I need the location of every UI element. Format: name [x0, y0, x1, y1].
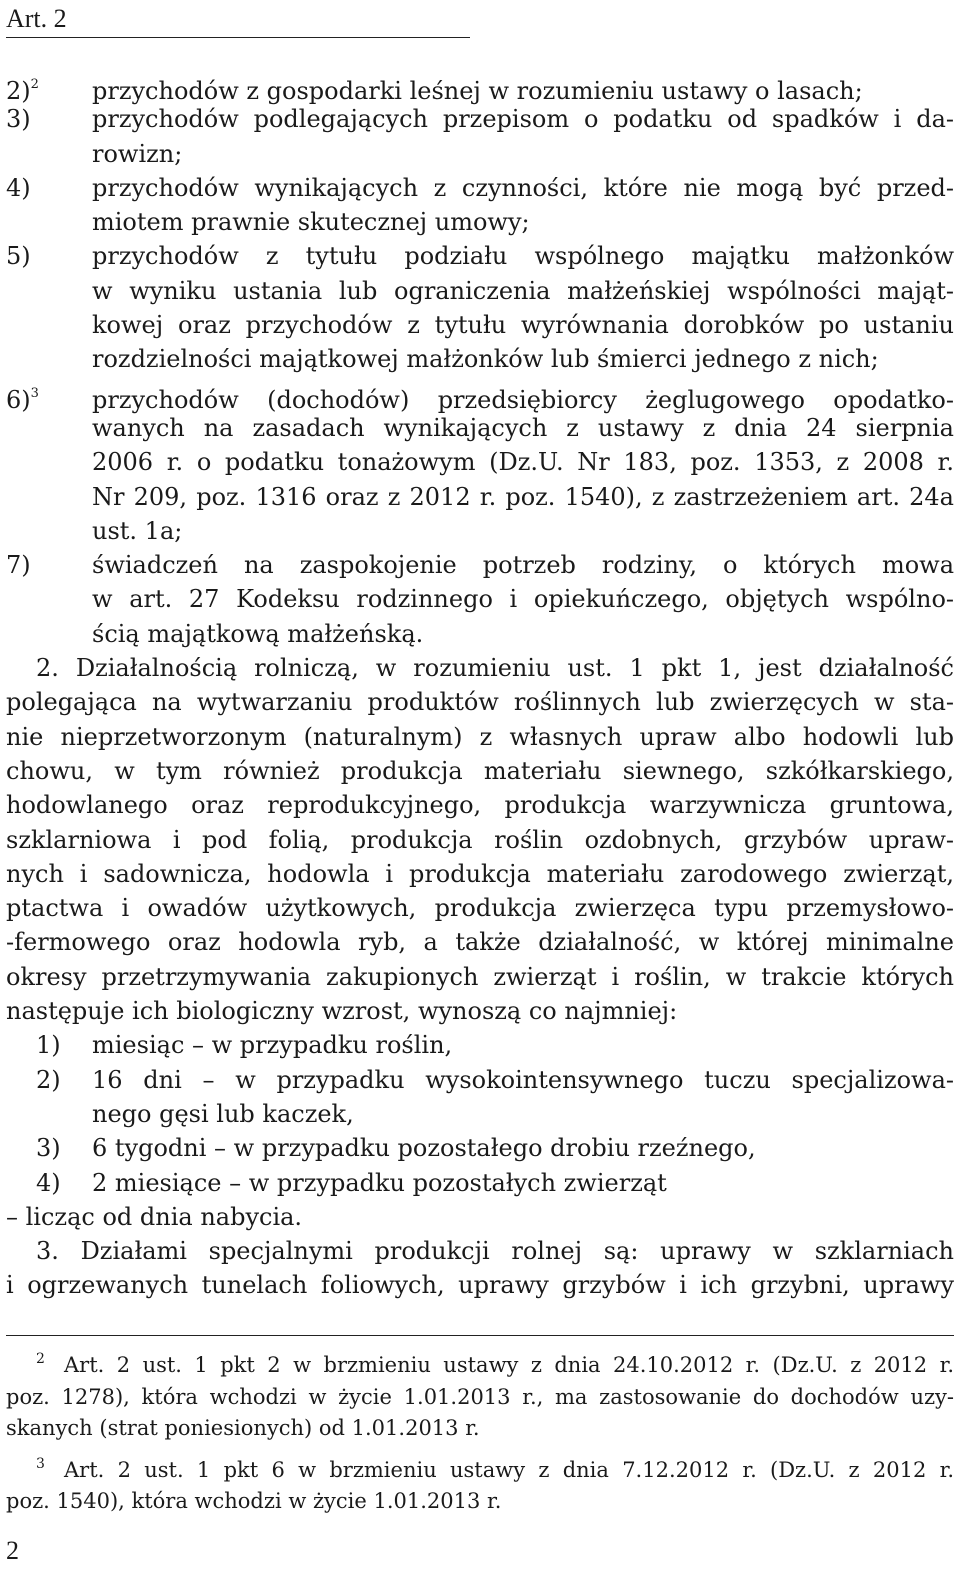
paragraph-line: 3. Działami specjalnymi produkcji rolnej są: uprawy w szklarniach	[36, 1237, 954, 1266]
list-item	[6, 239, 954, 376]
paragraph-3	[6, 1234, 954, 1303]
item-line: Nr 209, poz. 1316 oraz z 2012 r. poz. 1540), z zastrzeżeniem art. 24a	[92, 482, 954, 511]
paragraph-line: szklarniowa i pod folią, produkcja roślin ozdobnych, grzybów upraw-	[6, 825, 954, 854]
paragraph-line: nie nieprzetworzonym (naturalnym) z własnych upraw albo hodowli lub	[6, 722, 954, 751]
footnote-rule	[6, 1335, 954, 1336]
item-number: 2)	[36, 1065, 61, 1094]
page-number: 2	[6, 1536, 19, 1565]
paragraph-2	[6, 651, 954, 1028]
paragraph-line: -fermowego oraz hodowla ryb, a także działalność, w której minimalne	[6, 928, 954, 957]
paragraph-line: następuje ich biologiczny wzrost, wynoszą co najmniej:	[6, 997, 678, 1026]
item-line: przychodów (dochodów) przedsiębiorcy żeglugowego opodatko-	[92, 385, 954, 414]
item-number: 4)	[36, 1168, 61, 1197]
item-line: świadczeń na zaspokojenie potrzeb rodziny, o których mowa	[92, 551, 954, 580]
paragraph-line: hodowlanego oraz reprodukcyjnego, produkcja warzywnicza gruntowa,	[6, 791, 954, 820]
item-number: 3)	[6, 105, 31, 134]
paragraph-line: 2. Działalnością rolniczą, w rozumieniu ust. 1 pkt 1, jest działalność	[36, 654, 954, 683]
item-line: 6 tygodni – w przypadku pozostałego drobiu rzeźnego,	[92, 1134, 756, 1163]
footnote-line: poz. 1540), która wchodzi w życie 1.01.2013 r.	[6, 1489, 502, 1513]
periods-list	[6, 1028, 954, 1199]
list-item	[6, 68, 954, 105]
item-number: 6)$^3$	[6, 385, 39, 414]
footnote-line: poz. 1278), która wchodzi w życie 1.01.2013 r., ma zastosowanie do dochodów uzy-	[6, 1384, 954, 1409]
item-number: 2)$^2$	[6, 77, 39, 105]
footnote-line: skanych (strat poniesionych) od 1.01.2013 r.	[6, 1416, 480, 1440]
item-line: ust. 1a;	[92, 516, 183, 545]
item-line: w wyniku ustania lub ograniczenia małżeńskiej wspólności mająt-	[92, 276, 954, 305]
item-line: przychodów z gospodarki leśnej w rozumieniu ustawy o lasach;	[92, 77, 863, 105]
item-number: 5)	[6, 242, 31, 271]
paragraph-line: okresy przetrzymywania zakupionych zwierząt i roślin, w trakcie których	[6, 962, 954, 991]
item-line: rozdzielności majątkowej małżonków lub śmierci jednego z nich;	[92, 345, 879, 374]
item-line: wanych na zasadach wynikających z ustawy z dnia 24 sierpnia	[92, 413, 954, 442]
item-line: przychodów podlegających przepisom o podatku od spadków i da-	[92, 105, 954, 134]
item-line: 2 miesiące – w przypadku pozostałych zwierząt	[92, 1168, 667, 1197]
footnote-line: Art. 2 ust. 1 pkt 2 w brzmieniu ustawy z dnia 24.10.2012 r. (Dz.U. z 2012 r.	[64, 1353, 954, 1377]
item-line: w art. 27 Kodeksu rodzinnego i opiekuńczego, objętych wspólno-	[92, 585, 954, 614]
item-line: nego gęsi lub kaczek,	[92, 1099, 354, 1128]
footnote	[6, 1350, 954, 1445]
item-number: 3)	[36, 1134, 61, 1163]
item-line: 16 dni – w przypadku wysokointensywnego tuczu specjalizowa-	[92, 1065, 954, 1094]
paragraph-line: chowu, w tym również produkcja materiału siewnego, szkółkarskiego,	[6, 756, 954, 785]
header-rule	[6, 37, 470, 38]
paragraph-line: i ogrzewanych tunelach foliowych, uprawy grzybów i ich grzybni, uprawy	[6, 1271, 954, 1300]
item-line: ścią majątkową małżeńską.	[92, 619, 424, 648]
paragraph-line: nych i sadownicza, hodowla i produkcja materiału zarodowego zwierząt,	[6, 859, 954, 888]
list-item	[6, 102, 954, 171]
footnote-number: 3	[36, 1455, 45, 1472]
item-number: 7)	[6, 551, 31, 580]
item-line: kowej oraz przychodów z tytułu wyrównania dorobków po ustaniu	[92, 311, 954, 340]
list-item	[6, 171, 954, 240]
item-line: przychodów wynikających z czynności, które nie mogą być przed-	[92, 173, 954, 202]
footnotes	[6, 1350, 954, 1518]
item-number: 1)	[36, 1031, 61, 1060]
article-header: Art. 2	[6, 4, 67, 33]
footnote-number: 2	[36, 1351, 45, 1367]
counting-note: – licząc od dnia nabycia.	[6, 1202, 303, 1231]
list-item	[6, 548, 954, 651]
item-line: rowizn;	[92, 139, 183, 168]
item-line: miesiąc – w przypadku roślin,	[92, 1031, 453, 1060]
paragraph-line: ptactwa i owadów użytkowych, produkcja zwierzęca typu przemysłowo-	[6, 894, 954, 923]
item-line: 2006 r. o podatku tonażowym (Dz.U. Nr 183, poz. 1353, z 2008 r.	[92, 448, 954, 477]
item-line: przychodów z tytułu podziału wspólnego majątku małżonków	[92, 242, 954, 271]
list-item	[6, 377, 954, 548]
main-text	[6, 68, 954, 1303]
footnote	[6, 1455, 954, 1518]
footnote-line: Art. 2 ust. 1 pkt 6 w brzmieniu ustawy z dnia 7.12.2012 r. (Dz.U. z 2012 r.	[64, 1457, 954, 1482]
paragraph-line: polegająca na wytwarzaniu produktów roślinnych lub zwierzęcych w sta-	[6, 688, 954, 717]
item-line: miotem prawnie skutecznej umowy;	[92, 208, 530, 237]
item-number: 4)	[6, 173, 31, 202]
